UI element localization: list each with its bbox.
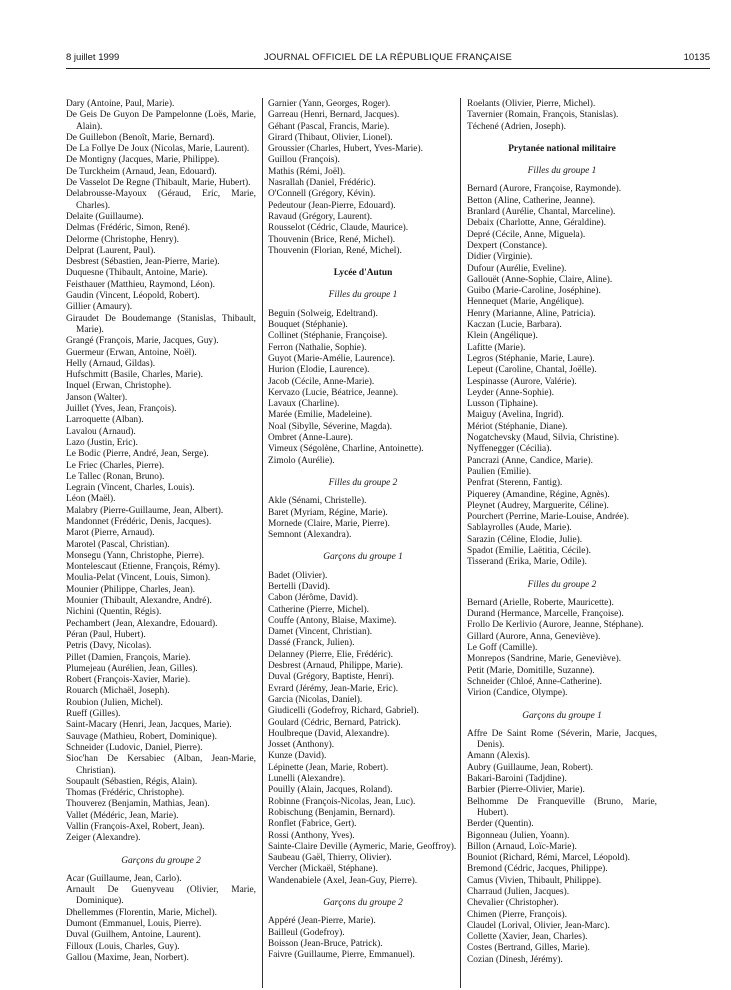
list-item: Hennequet (Marie, Angélique). [467, 297, 585, 308]
list-item: O'Connell (Grégory, Kévin). [268, 189, 376, 200]
list-item: Betton (Aline, Catherine, Jeanne). [467, 195, 596, 206]
list-item: Chevalier (Christopher). [467, 898, 559, 909]
list-item: Josset (Anthony). [268, 740, 335, 751]
column-right [467, 99, 657, 966]
list-item: Ferron (Nathalie, Sophie). [268, 342, 367, 353]
list-item: Guermeur (Erwan, Antoine, Noël). [66, 347, 197, 358]
list-item: Lafitte (Marie). [467, 342, 526, 353]
list-item: Pleynet (Audrey, Marguerite, Céline). [467, 500, 609, 511]
list-item: Petris (Davy, Nicolas). [66, 641, 152, 652]
list-item: De Vasselot De Regne (Thibault, Marie, Hubert). [66, 178, 251, 189]
list-item: Vallin (François-Axel, Robert, Jean). [66, 822, 205, 832]
list-item: Klein (Angélique). [467, 331, 538, 342]
list-item: Sablayrolles (Aude, Marie). [467, 523, 572, 534]
list-item: Léon (Maël). [66, 494, 116, 505]
list-item: Legros (Stéphanie, Marie, Laure). [467, 353, 595, 364]
list-item: Rossi (Anthony, Yves). [268, 830, 355, 841]
list-item: Hufschmitt (Basile, Charles, Marie). [66, 370, 203, 381]
list-item: Duval (Grégory, Baptiste, Henri). [268, 672, 394, 683]
list-item: Lépinette (Jean, Marie, Robert). [268, 762, 389, 773]
list-item: Mounier (Thibault, Alexandre, André). [66, 596, 212, 607]
list-item: Ravaud (Grégory, Laurent). [268, 211, 373, 222]
section-subtitle: Garçons du groupe 1 [522, 710, 602, 721]
list-item: Dufour (Aurélie, Eveline). [467, 263, 567, 274]
list-item: Piquerey (Amandine, Régine, Agnès). [467, 489, 610, 500]
list-item: Billon (Arnaud, Loïc-Marie). [467, 841, 577, 852]
list-item: Gaudin (Vincent, Léopold, Robert). [66, 291, 200, 302]
list-item: Catherine (Pierre, Michel). [268, 604, 370, 615]
list-item: Janson (Walter). [66, 392, 128, 403]
list-item: Affre De Saint Rome (Séverin, Marie, Jacques, Denis). [467, 728, 657, 751]
list-item: Zeiger (Alexandre). [66, 833, 141, 844]
list-item: Monrepos (Sandrine, Marie, Geneviève). [467, 654, 622, 665]
list-item: Bertelli (David). [268, 581, 330, 592]
list-item: Kervazo (Lucie, Béatrice, Jeanne). [268, 387, 399, 398]
list-item: Virion (Candice, Olympe). [467, 688, 568, 699]
list-item: Rousselot (Cédric, Claude, Maurice). [268, 223, 409, 234]
list-item: Penfrat (Sterenn, Fantig). [467, 478, 563, 489]
list-item: Saubeau (Gaël, Thierry, Olivier). [268, 853, 392, 864]
list-item: Groussier (Charles, Hubert, Yves-Marie). [268, 144, 423, 155]
list-item: Branlard (Aurélie, Chantal, Marceline). [467, 207, 616, 218]
page-header [66, 52, 710, 66]
list-item: Collette (Xavier, Jean, Charles). [467, 932, 588, 943]
list-item: Dhellemmes (Florentin, Marie, Michel). [66, 907, 218, 918]
list-item: Couffe (Antony, Blaise, Maxime). [268, 615, 397, 626]
list-item: Schneider (Ludovic, Daniel, Pierre). [66, 742, 203, 753]
list-item: Durand (Hermance, Marcelle, Françoise). [467, 609, 624, 620]
list-item: Le Goff (Camille). [467, 643, 538, 654]
column-left [66, 99, 256, 964]
list-item: Moulia-Pelat (Vincent, Louis, Simon). [66, 573, 211, 584]
list-item: Delabrousse-Mayoux (Géraud, Eric, Marie, Charles). [66, 189, 256, 211]
list-item: Debaix (Charlotte, Anne, Géraldine). [467, 218, 607, 229]
list-item: Pechambert (Jean, Alexandre, Edouard). [66, 618, 218, 629]
list-item: Nichini (Quentin, Régis). [66, 607, 162, 618]
list-item: Charraud (Julien, Jacques). [467, 887, 570, 897]
list-item: Noal (Sibylle, Séverine, Magda). [268, 421, 392, 432]
list-item: Téchené (Adrien, Joseph). [467, 121, 566, 132]
list-item: Nasrallah (Daniel, Frédéric). [268, 178, 376, 189]
section-subtitle: Filles du groupe 2 [527, 579, 597, 590]
list-item: Gallou (Maxime, Jean, Norbert). [66, 952, 189, 963]
list-item: De Montigny (Jacques, Marie, Philippe). [66, 155, 220, 166]
list-item: Gillard (Aurore, Anna, Geneviève). [467, 631, 601, 642]
list-item: Wandenabiele (Axel, Jean-Guy, Pierre). [268, 875, 418, 886]
list-item: Kunze (David). [268, 751, 327, 762]
list-item: Semnont (Alexandra). [268, 530, 352, 541]
list-item: Aubry (Guillaume, Jean, Robert). [467, 762, 594, 773]
list-item: Nogatchevsky (Maud, Silvia, Christine). [467, 433, 620, 444]
list-item: Guillou (François). [268, 155, 340, 166]
list-item: Soupault (Sébastien, Régis, Alain). [66, 776, 198, 787]
list-item: Tisserand (Erika, Marie, Odile). [467, 557, 587, 568]
list-item: Desbrest (Sébastien, Jean-Pierre, Marie). [66, 257, 220, 268]
list-item: Garreau (Henri, Bernard, Jacques). [268, 110, 400, 121]
list-item: Marée (Emilie, Madeleine). [268, 410, 373, 421]
list-item: Barbier (Pierre-Olivier, Marie). [467, 785, 585, 796]
list-item: Saint-Macary (Henri, Jean, Jacques, Marie). [66, 720, 232, 731]
list-item: Mornede (Claire, Marie, Pierre). [268, 518, 390, 529]
list-item: Frollo De Kerlivio (Aurore, Jeanne, Stéphane). [467, 620, 644, 631]
list-item: Costes (Bertrand, Gilles, Marie). [467, 943, 590, 954]
list-item: Robinne (François-Nicolas, Jean, Luc). [268, 796, 416, 807]
list-item: Leyder (Anne-Sophie). [467, 387, 554, 398]
list-item: Géhant (Pascal, Francis, Marie). [268, 121, 390, 132]
list-item: Duval (Guilhem, Antoine, Laurent). [66, 930, 201, 941]
list-item: Pancrazi (Anne, Candice, Marie). [467, 455, 593, 466]
list-item: Thouvenin (Florian, René, Michel). [268, 245, 402, 256]
section-subtitle: Filles du groupe 2 [328, 477, 398, 488]
list-item: Didier (Virginie). [467, 252, 533, 263]
list-item: Delaite (Guillaume). [66, 211, 144, 222]
list-item: Faivre (Guillaume, Pierre, Emmanuel). [268, 950, 415, 961]
list-item: Desbrest (Arnaud, Philippe, Marie). [268, 661, 403, 672]
list-item: Pillet (Damien, François, Marie). [66, 652, 191, 663]
list-item: Beguin (Solweig, Edeltrand). [268, 308, 378, 319]
list-item: Sarazin (Céline, Elodie, Julie). [467, 534, 583, 545]
list-item: Feisthauer (Matthieu, Raymond, Léon). [66, 279, 215, 290]
list-item: Marotel (Pascal, Christian). [66, 539, 170, 550]
section-subtitle: Garçons du groupe 1 [323, 552, 403, 563]
list-item: Delanney (Pierre, Elie, Frédéric). [268, 649, 393, 660]
list-item: Ronflet (Fabrice, Gert). [268, 819, 357, 830]
list-item: Mériot (Stéphanie, Diane). [467, 421, 568, 432]
list-item: Boisson (Jean-Bruce, Patrick). [268, 938, 383, 949]
header-title: JOURNAL OFFICIEL DE LA RÉPUBLIQUE FRANÇAISE [263, 52, 513, 63]
list-item: Arnault De Guenyveau (Olivier, Marie, Dominique). [66, 885, 256, 907]
list-item: Sauvage (Mathieu, Robert, Dominique). [66, 731, 218, 742]
list-item: Chimen (Pierre, François). [467, 909, 567, 920]
list-item: Roubion (Julien, Michel). [66, 697, 163, 708]
list-item: Péran (Paul, Hubert). [66, 629, 146, 640]
list-item: Spadot (Emilie, Laëtitia, Cécile). [467, 545, 591, 556]
list-item: Kaczan (Lucie, Barbara). [467, 320, 562, 331]
list-item: Duquesne (Thibault, Antoine, Marie). [66, 268, 208, 279]
list-item: Dary (Antoine, Paul, Marie). [66, 99, 175, 109]
list-item: Bailleul (Godefroy). [268, 927, 345, 938]
list-item: Girard (Thibaut, Olivier, Lionel). [268, 132, 393, 143]
list-item: Le Friec (Charles, Pierre). [66, 460, 165, 471]
list-item: Ombret (Anne-Laure). [268, 433, 353, 444]
list-item: Maiguy (Avelina, Ingrid). [467, 410, 564, 421]
section-title: Lycée d'Autun [333, 268, 393, 279]
list-item: Helly (Arnaud, Gildas). [66, 358, 156, 369]
list-item: Le Bodic (Pierre, André, Jean, Serge). [66, 449, 209, 460]
list-item: Bernard (Aurore, Françoise, Raymonde). [467, 184, 622, 195]
section-subtitle: Garçons du groupe 2 [121, 855, 201, 866]
column-middle [268, 99, 458, 961]
list-item: Henry (Marianne, Aline, Patricia). [467, 308, 596, 319]
list-item: Nyffenegger (Cécilia). [467, 444, 552, 455]
list-item: Amann (Alexis). [467, 751, 531, 762]
list-item: De Turckheim (Arnaud, Jean, Edouard). [66, 166, 217, 177]
list-item: Larroquette (Alban). [66, 415, 144, 426]
list-item: Thomas (Frédéric, Christophe). [66, 788, 185, 799]
list-item: Bakari-Baroini (Tadjdine). [467, 774, 567, 785]
list-item: Vimeux (Ségolène, Charline, Antoinette). [268, 444, 424, 455]
list-item: Thouvenin (Brice, René, Michel). [268, 234, 396, 245]
list-item: Giudicelli (Godefroy, Richard, Gabriel). [268, 706, 419, 717]
list-item: Dexpert (Constance). [467, 240, 548, 251]
list-item: Appéré (Jean-Pierre, Marie). [268, 916, 376, 927]
list-item: Lunelli (Alexandre). [268, 774, 346, 785]
list-item: Gillier (Amaury). [66, 302, 133, 313]
section-subtitle: Filles du groupe 1 [328, 290, 398, 301]
list-item: Le Tallec (Ronan, Bruno). [66, 471, 165, 482]
list-item: Sainte-Claire Deville (Aymeric, Marie, Geoffroy). [268, 841, 457, 852]
list-item: Pedeutour (Jean-Pierre, Edouard). [268, 200, 396, 211]
list-item: Filloux (Louis, Charles, Guy). [66, 941, 180, 952]
list-item: Inquel (Erwan, Christophe). [66, 381, 172, 392]
list-item: Camus (Vivien, Thibault, Philippe). [467, 875, 602, 886]
list-item: Petit (Marie, Domitille, Suzanne). [467, 665, 595, 676]
list-item: Tavernier (Romain, François, Stanislas). [467, 110, 619, 121]
list-item: Belhomme De Franqueville (Bruno, Marie, Hubert). [467, 796, 657, 818]
list-item: Depré (Cécile, Anne, Miguela). [467, 229, 586, 240]
list-item: Guibo (Marie-Caroline, Joséphine). [467, 286, 601, 297]
list-item: Thouverez (Benjamin, Mathias, Jean). [66, 799, 210, 810]
list-item: Goulard (Cédric, Bernard, Patrick). [268, 717, 401, 728]
list-item: Robischung (Benjamin, Bernard). [268, 807, 396, 818]
list-item: Delprat (Laurent, Paul). [66, 245, 156, 256]
list-item: Guyot (Marie-Amélie, Laurence). [268, 353, 396, 364]
list-item: Garnier (Yann, Georges, Roger). [268, 99, 391, 109]
list-item: Jacob (Cécile, Anne-Marie). [268, 376, 375, 387]
list-item: Zimolo (Aurélie). [268, 455, 335, 466]
list-item: Schneider (Chloé, Anne-Catherine). [467, 676, 602, 687]
list-item: Roelants (Olivier, Pierre, Michel). [467, 99, 596, 109]
list-item: Hurion (Elodie, Laurence). [268, 365, 370, 376]
list-item: Lespinasse (Aurore, Valérie). [467, 376, 577, 387]
list-item: Paulien (Emilie). [467, 466, 532, 477]
list-item: Lavaux (Charline). [268, 399, 340, 410]
list-item: Malabry (Pierre-Guillaume, Jean, Albert). [66, 505, 224, 516]
list-item: Akle (Sénami, Christelle). [268, 496, 367, 507]
section-subtitle: Garçons du groupe 2 [323, 898, 403, 908]
header-page-number: 10135 [683, 52, 710, 63]
column-divider [262, 98, 263, 988]
list-item: Legrain (Vincent, Charles, Louis). [66, 483, 195, 494]
list-item: Claudel (Lorival, Olivier, Jean-Marc). [467, 920, 610, 931]
list-item: Acar (Guillaume, Jean, Carlo). [66, 873, 182, 884]
list-item: De La Follye De Joux (Nicolas, Marie, Laurent). [66, 144, 250, 155]
list-item: Baret (Myriam, Régine, Marie). [268, 507, 388, 518]
list-item: Lazo (Justin, Eric). [66, 437, 138, 448]
section-title: Prytanée national militaire [508, 143, 616, 154]
list-item: Giraudet De Boudemange (Stanislas, Thibault, Marie). [66, 313, 256, 335]
list-item: Vercher (Mickaël, Stéphane). [268, 864, 378, 875]
list-item: Sioc'han De Kersabiec (Alban, Jean-Marie, Christian). [66, 754, 256, 776]
list-item: Lavalou (Arnaud). [66, 426, 136, 437]
list-item: De Geis De Guyon De Pampelonne (Loës, Marie, Alain). [66, 110, 256, 132]
list-item: Berder (Quentin). [467, 819, 534, 830]
header-date: 8 juillet 1999 [66, 52, 120, 63]
list-item: Mounier (Philippe, Charles, Jean). [66, 584, 196, 595]
list-item: Cozian (Dinesh, Jérémy). [467, 954, 563, 965]
list-item: Dassé (Franck, Julien). [268, 638, 355, 649]
list-item: Dumont (Emmanuel, Louis, Pierre). [66, 919, 202, 930]
list-item: Evrard (Jérémy, Jean-Marie, Eric). [268, 683, 399, 694]
list-item: Bigonneau (Julien, Yoann). [467, 830, 570, 841]
section-subtitle: Filles du groupe 1 [527, 166, 597, 177]
list-item: Bouquet (Stéphanie). [268, 320, 348, 331]
list-item: Plumejeau (Aurélien, Jean, Gilles). [66, 663, 198, 674]
list-item: Delorme (Christophe, Henry). [66, 234, 179, 245]
list-item: Delmas (Frédéric, Simon, René). [66, 223, 190, 234]
list-item: Vallet (Médéric, Jean, Marie). [66, 810, 179, 821]
list-item: Lusson (Tiphaine). [467, 399, 539, 410]
list-item: Bremond (Cédric, Jacques, Philippe). [467, 864, 608, 875]
list-item: Robert (François-Xavier, Marie). [66, 675, 191, 686]
list-item: Gallouët (Anne-Sophie, Claire, Aline). [467, 274, 613, 285]
list-item: Marot (Pierre, Arnaud). [66, 528, 155, 539]
list-item: Bernard (Arielle, Roberte, Mauricette). [467, 597, 614, 608]
list-item: Monsegu (Yann, Christophe, Pierre). [66, 550, 205, 561]
list-item: Montelescaut (Etienne, François, Rémy). [66, 562, 221, 573]
list-item: Mandonnet (Frédéric, Denis, Jacques). [66, 516, 212, 527]
list-item: Rouarch (Michaël, Joseph). [66, 686, 170, 697]
list-item: Juillet (Yves, Jean, François). [66, 404, 177, 415]
list-item: Badet (Olivier). [268, 570, 328, 581]
list-item: Rueff (Gilles). [66, 709, 121, 720]
list-item: Bouniot (Richard, Rémi, Marcel, Léopold). [467, 853, 630, 864]
list-item: Mathis (Rémi, Joël). [268, 166, 346, 177]
list-item: Pourchert (Perrine, Marie-Louise, Andrée). [467, 512, 629, 523]
list-item: Houlbreque (David, Alexandre). [268, 728, 390, 739]
list-item: De Guillebon (Benoît, Marie, Bernard). [66, 132, 215, 143]
list-item: Grangé (François, Marie, Jacques, Guy). [66, 336, 219, 347]
list-item: Collinet (Stéphanie, Françoise). [268, 331, 388, 342]
header-rule [66, 68, 710, 69]
list-item: Lepeut (Caroline, Chantal, Joëlle). [467, 365, 597, 376]
list-item: Damet (Vincent, Christian). [268, 627, 373, 638]
list-item: Pouilly (Alain, Jacques, Roland). [268, 785, 393, 796]
list-item: Garcia (Nicolas, Daniel). [268, 694, 363, 705]
column-divider [460, 98, 461, 988]
list-item: Cabon (Jérôme, David). [268, 593, 359, 604]
